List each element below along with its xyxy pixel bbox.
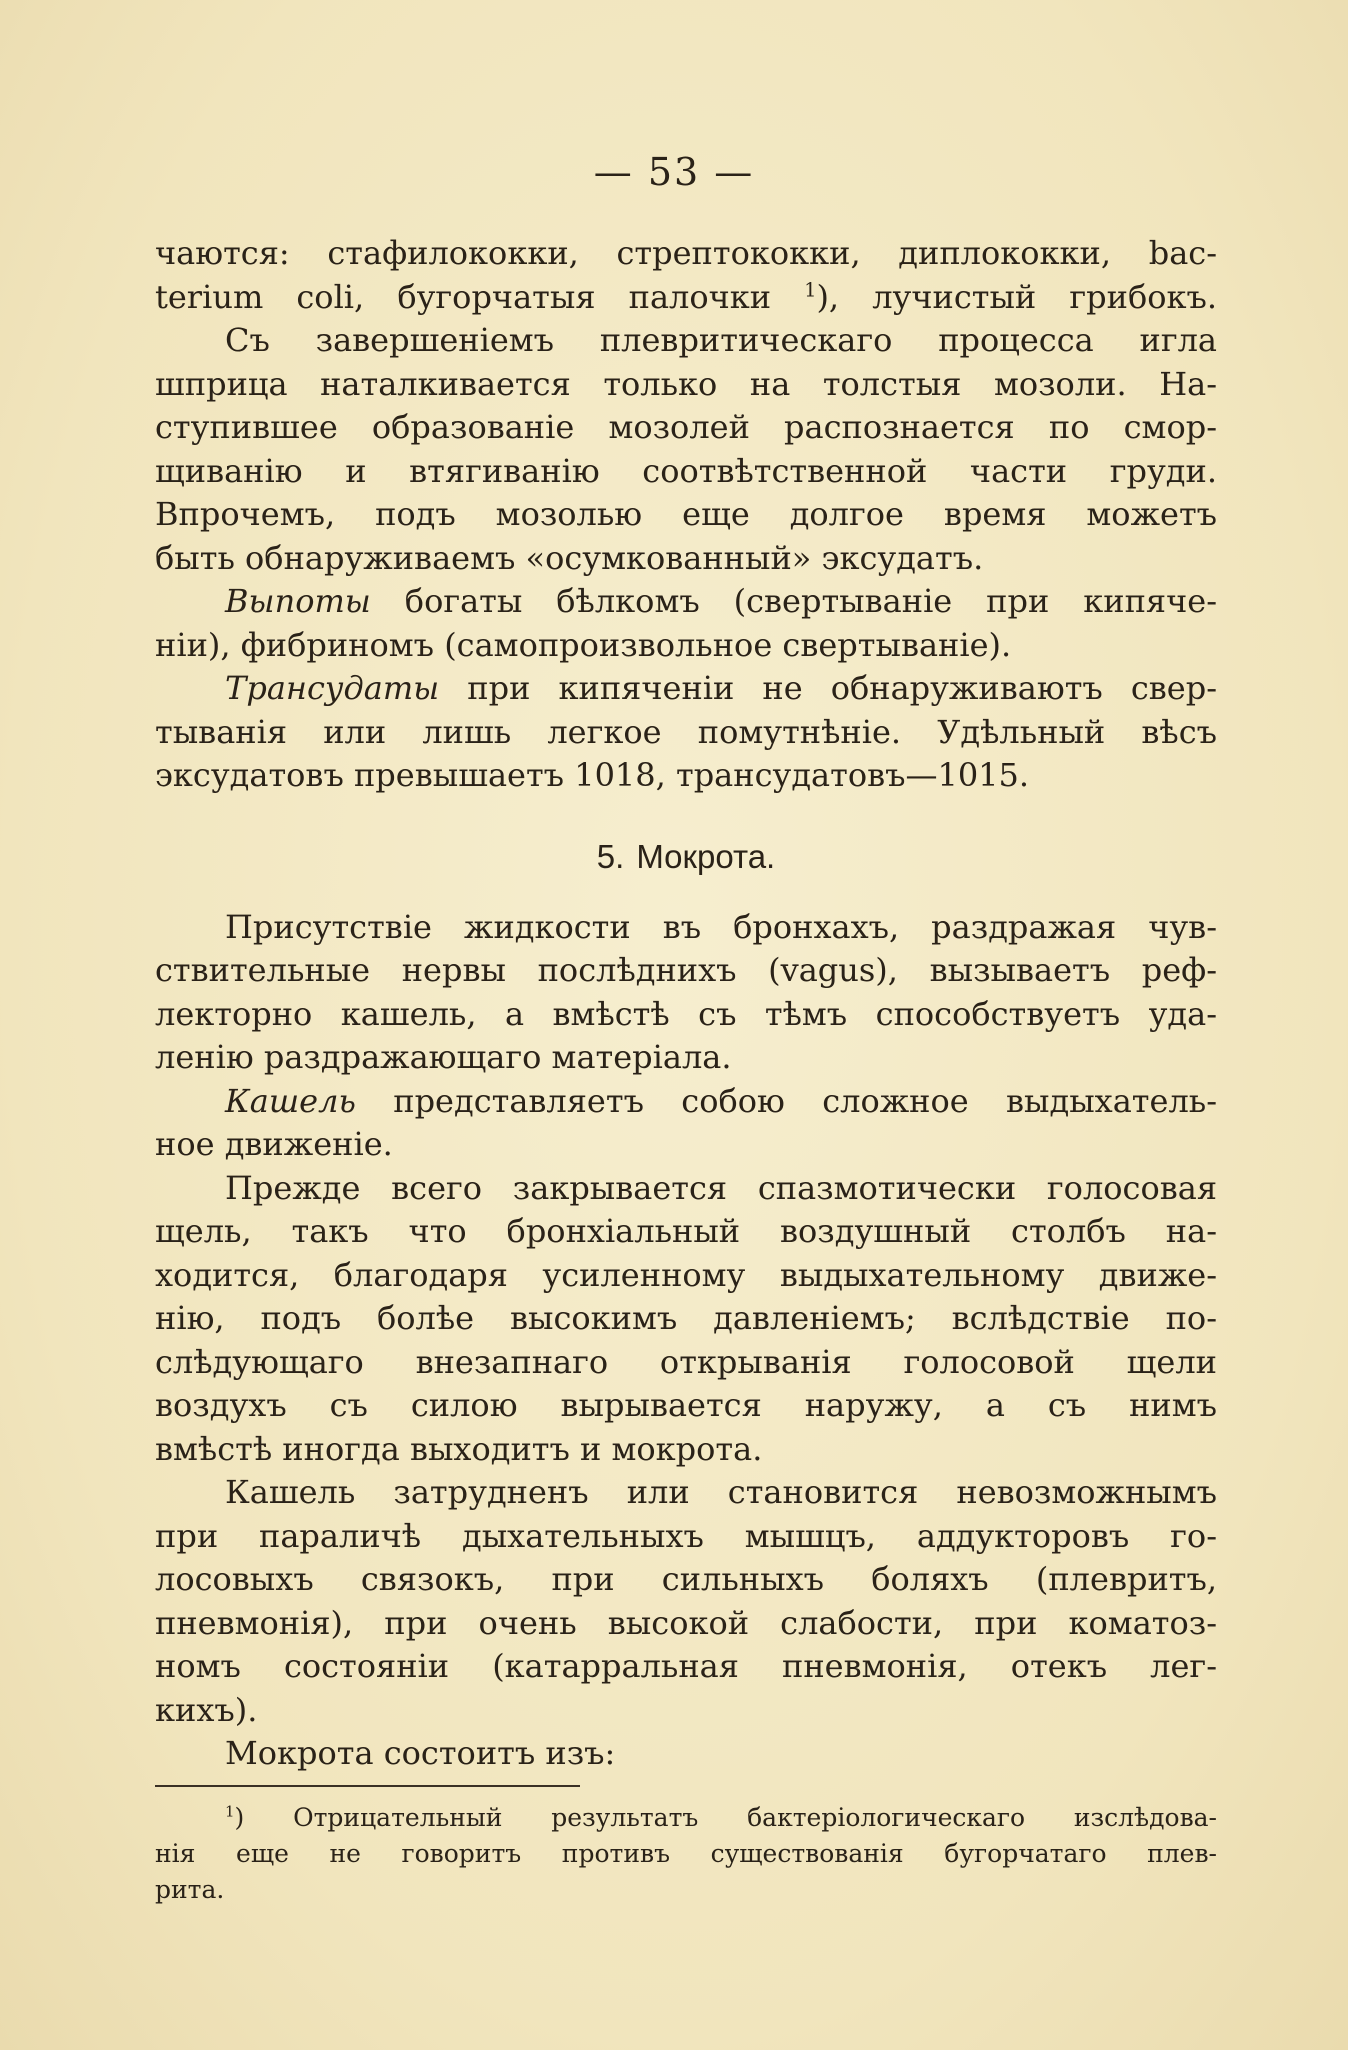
text-line: чаются: стафилококки, стрептококки, диплококки, bac- <box>155 234 1217 272</box>
paragraph-first-line: Кашель затрудненъ или становится невозможнымъ <box>225 1473 1217 1511</box>
footnote-reference: 1 <box>804 277 817 301</box>
text-line: ствительные нервы послѣднихъ (vagus), вызываетъ реф- <box>155 951 1217 989</box>
text-line: ніи), фибриномъ (самопроизвольное свертываніе). <box>155 625 1012 664</box>
text-line: эксудатовъ превышаетъ 1018, трансудатовъ—1015. <box>155 756 1030 794</box>
text-fragment: terium coli, бугорчатыя палочки <box>155 277 772 316</box>
text-line: воздухъ съ силою вырывается наружу, а съ нимъ <box>155 1386 1217 1424</box>
text-line: слѣдующаго внезапнаго открыванія голосовой щели <box>155 1342 1217 1381</box>
text-line: ное движеніе. <box>155 1125 393 1163</box>
footnote-line <box>155 1800 1217 1836</box>
section-heading <box>155 826 1217 888</box>
text-line: шприца наталкивается только на толстыя мозоли. На- <box>155 364 1217 403</box>
spacer <box>155 798 1217 826</box>
italic-term: Трансудаты <box>225 669 440 707</box>
text-fragment: ) Отрицательный результатъ бактеріологическаго изслѣдова- <box>234 1803 1217 1832</box>
paragraph-first-line: Прежде всего закрывается спазмотически голосовая <box>225 1168 1217 1207</box>
footnote-line: нія еще не говоритъ противъ существованія бугорчатаго плев- <box>155 1839 1217 1868</box>
italic-term: Выпоты <box>225 582 371 620</box>
paragraph-first-line <box>155 1080 1217 1124</box>
text-line: лосовыхъ связокъ, при сильныхъ боляхъ (плевритъ, <box>155 1560 1217 1598</box>
text-line: пневмонія), при очень высокой слабости, при коматоз- <box>155 1603 1217 1642</box>
text-line: номъ состояніи (катарральная пневмонія, отекъ лег- <box>155 1647 1217 1685</box>
italic-term: Кашель <box>225 1081 356 1120</box>
text-line: тыванія или лишь легкое помутнѣніе. Удѣльный вѣсъ <box>155 712 1217 751</box>
paragraph-first-line <box>155 667 1217 711</box>
text-line: щель, такъ что бронхіальный воздушный столбъ на- <box>155 1212 1217 1250</box>
text-line: нію, подъ болѣе высокимъ давленіемъ; вслѣдствіе по- <box>155 1299 1217 1337</box>
text-line: при параличѣ дыхательныхъ мышцъ, аддукторовъ го- <box>155 1516 1217 1555</box>
text-fragment: богаты бѣлкомъ (свертываніе при кипяче- <box>370 582 1217 620</box>
paragraph-first-line: Съ завершеніемъ плевритическаго процесса игла <box>225 321 1217 359</box>
text-fragment: представляетъ собою сложное выдыхатель- <box>355 1081 1217 1120</box>
text-line: лекторно кашель, а вмѣстѣ съ тѣмъ способствуетъ уда- <box>155 994 1217 1033</box>
text-line <box>155 276 1217 320</box>
footnote-line: рита. <box>155 1875 225 1904</box>
paragraph-first-line: Мокрота состоитъ изъ: <box>225 1734 616 1772</box>
text-line: вмѣстѣ иногда выходитъ и мокрота. <box>155 1429 763 1468</box>
main-text <box>155 232 1217 1776</box>
text-fragment: ), лучистый грибокъ. <box>816 277 1218 316</box>
paragraph-first-line: Присутствіе жидкости въ бронхахъ, раздражая чув- <box>225 907 1217 946</box>
page-number: — 53 — <box>593 150 755 194</box>
section-title: Мокрота. <box>636 837 776 875</box>
spacer <box>155 888 1217 906</box>
text-line: щиванію и втягиванію соотвѣтственной части груди. <box>155 451 1217 490</box>
footnote-mark: 1 <box>225 1802 235 1821</box>
text-line: быть обнаруживаемъ «осумкованный» эксудатъ. <box>155 538 984 577</box>
text-line: ленію раздражающаго матеріала. <box>155 1038 732 1076</box>
footnote-separator <box>155 1785 580 1787</box>
footnote <box>155 1800 1217 1908</box>
text-line: кихъ). <box>155 1690 258 1729</box>
text-line: Впрочемъ, подъ мозолью еще долгое время можетъ <box>155 495 1217 533</box>
text-line: ходится, благодаря усиленному выдыхательному движе- <box>155 1255 1217 1294</box>
section-number: 5. <box>596 837 625 875</box>
text-line: ступившее образованіе мозолей распознается по смор- <box>155 408 1217 446</box>
paragraph-first-line <box>155 580 1217 624</box>
text-fragment: при кипяченіи не обнаруживаютъ свер- <box>439 669 1217 707</box>
